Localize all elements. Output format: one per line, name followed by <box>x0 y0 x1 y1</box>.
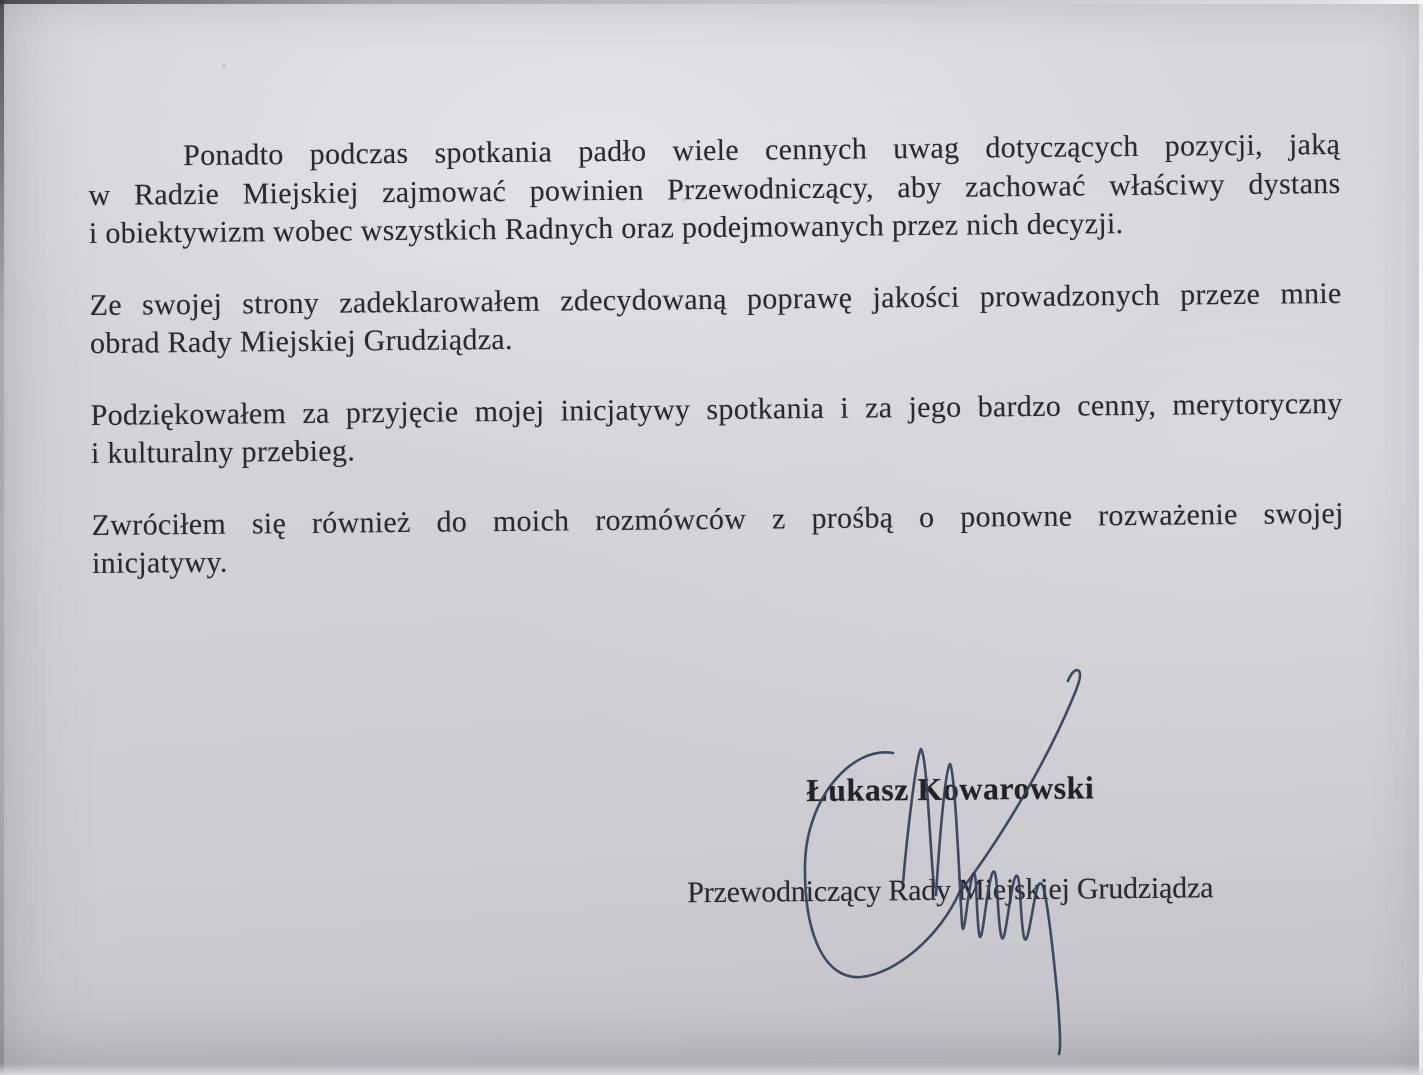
text-line: Zwróciłem się również do moich rozmówców z prośbą o ponowne rozważenie swojej <box>91 496 1344 542</box>
text-line: Ponadto podczas spotkania padło wiele cennych uwag dotyczących pozycji, jaką <box>183 127 1341 173</box>
paragraph-1 <box>88 126 1341 254</box>
handwritten-signature-icon <box>778 640 1108 1072</box>
letter-body <box>88 126 1349 1068</box>
text-line: inicjatywy. <box>91 545 228 580</box>
text-line: obrad Rady Miejskiej Grudziądza. <box>89 322 513 360</box>
scan-edge-top <box>0 0 1423 4</box>
text-line: i obiektywizm wobec wszystkich Radnych oraz podejmowanych przez nich decyzji. <box>88 207 1124 250</box>
text-line: Podziękowałem za przyjęcie mojej inicjatywy spotkania i za jego bardzo cenny, merytoryczny <box>90 386 1343 432</box>
paragraph-3 <box>90 384 1343 473</box>
paragraph-2 <box>89 274 1342 363</box>
text-line: i kulturalny przebieg. <box>90 434 356 470</box>
scan-edge-left <box>0 0 4 1075</box>
signer-title: Przewodniczący Rady Miejskiej Grudziądza <box>687 871 1214 910</box>
scan-edge-right <box>1419 0 1423 1075</box>
scan-edge-bottom <box>0 1063 1423 1075</box>
text-line: Ze swojej strony zadeklarowałem zdecydowaną poprawę jakości prowadzonych przeze mnie <box>89 276 1342 322</box>
text-line: w Radzie Miejskiej zajmować powinien Przewodniczący, aby zachować właściwy dystans <box>88 166 1341 212</box>
signer-name: Łukasz Kowarowski <box>806 769 1095 809</box>
paragraph-4 <box>92 494 1345 583</box>
